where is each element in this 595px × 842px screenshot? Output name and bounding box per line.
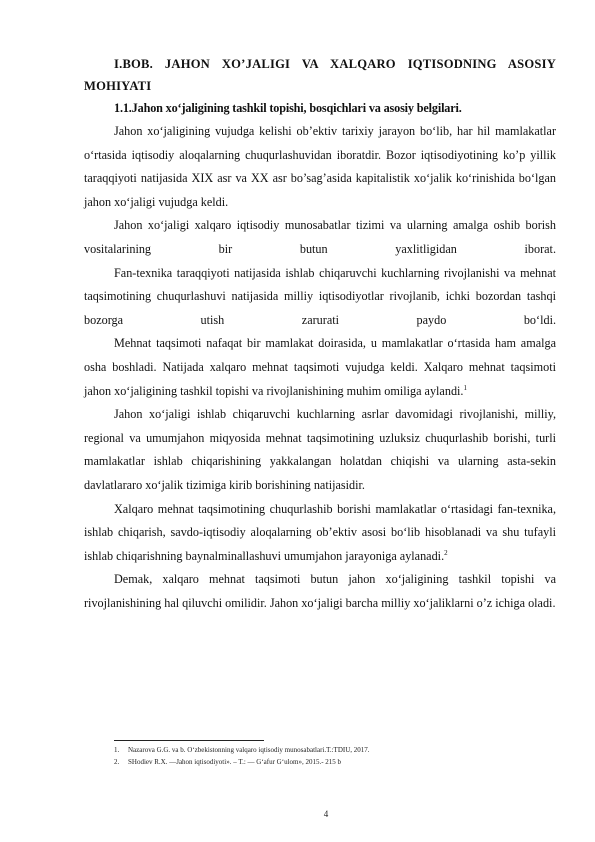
paragraph-3: Fan-texnika taraqqiyoti natijasida ishlab chiqaruvchi kuchlarning rivojlanishi va mehnat taqsimotining chuqurlashuvi natijasida milliy iqtisodiyotlar rivojlanib, ichki bozordan tashqi bozorga utish zarurati paydo bo‘ldi.	[84, 265, 556, 327]
paragraph-6-text: Xalqaro mehnat taqsimotining chuqurlashib borishi mamlakatlar o‘rtasidagi fan-texnika, ishlab chiqarish, savdo-iqtisodiy aloqalarning ob’ektiv asosi bo‘lib hisoblanadi va shu tufayli ishlab chiqarishning baynalminallashuvi umumjahon jarayoniga aylanadi.	[84, 501, 556, 563]
paragraph-2: Jahon xo‘jaligi xalqaro iqtisodiy munosabatlar tizimi va ularning amalga oshib borish vositalarining bir butun yaxlitligidan iborat.	[84, 218, 556, 256]
main-text	[84, 54, 556, 615]
footnote-2	[114, 756, 554, 768]
paragraph-7: Demak, xalqaro mehnat taqsimoti butun jahon xo‘jaligining tashkil topishi va rivojlanishining hal qiluvchi omilidir. Jahon xo‘jaligi barcha milliy xo‘jaliklarni o’z ichiga oladi.	[84, 572, 556, 610]
paragraph-5: Jahon xo‘jaligi ishlab chiqaruvchi kuchlarning asrlar davomidagi rivojlanishi, milliy, regional va umumjahon miqyosida mehnat taqsimotining uzluksiz chuqurlashib borishi, turli mamlakatlar ishlab chiqarishining yakkalangan holatdan chiqishi va ularning asta-sekin davlatlararo xo‘jalik tizimiga kirib borishining natijasidir.	[84, 407, 556, 492]
paragraph-6	[84, 498, 556, 569]
footnote-number: 2.	[114, 758, 120, 766]
footnote-number: 1.	[114, 746, 120, 754]
footnote-divider	[114, 740, 264, 741]
paragraph-4-text: Mehnat taqsimoti nafaqat bir mamlakat doirasida, u mamlakatlar o‘rtasida ham amalga osha boshladi. Natijada xalqaro mehnat taqsimoti vujudga keldi. Xalqaro mehnat taqsimoti jahon xo‘jaligining tashkil topishi va rivojlanishining muhim omiliga aylandi.	[84, 336, 556, 398]
paragraph-4	[84, 332, 556, 403]
footnote-ref-2[interactable]: 2	[444, 548, 448, 557]
chapter-heading: I.BOB. JAHON XO’JALIGI VA XALQARO IQTISODNING ASOSIY MOHIYATI	[84, 57, 556, 93]
footnote-ref-1[interactable]: 1	[463, 383, 467, 392]
paragraph-1: Jahon xo‘jaligining vujudga kelishi ob’ektiv tarixiy jarayon bo‘lib, har hil mamlakatlar o‘rtasida iqtisodiy aloqalarning chuqurlashuvidan iboratdir. Bozor iqtisodiyotining ko’p yillik taraqqiyoti natijasida XIX asr va XX asr bo’sag’asida kapitalistik xo‘jalik ko‘rinishida bo‘lgan jahon xo‘jaligi vujudga keldi.	[84, 124, 556, 209]
footnote-1	[114, 744, 554, 756]
page-number: 4	[323, 809, 329, 819]
footnotes	[114, 744, 554, 768]
footnote-text: Nazarova G.G. va b. O‘zbekistonning valqaro iqtisodiy munosabatlari.T.:TDIU, 2017.	[128, 746, 370, 754]
section-heading: 1.1.Jahon xo‘jaligining tashkil topishi, bosqichlari va asosiy belgilari.	[114, 101, 462, 115]
footnote-text: SHodiev R.X. —Jahon iqtisodiyoti». – T.: — G‘afur G‘ulom», 2015.- 215 b	[128, 758, 342, 766]
